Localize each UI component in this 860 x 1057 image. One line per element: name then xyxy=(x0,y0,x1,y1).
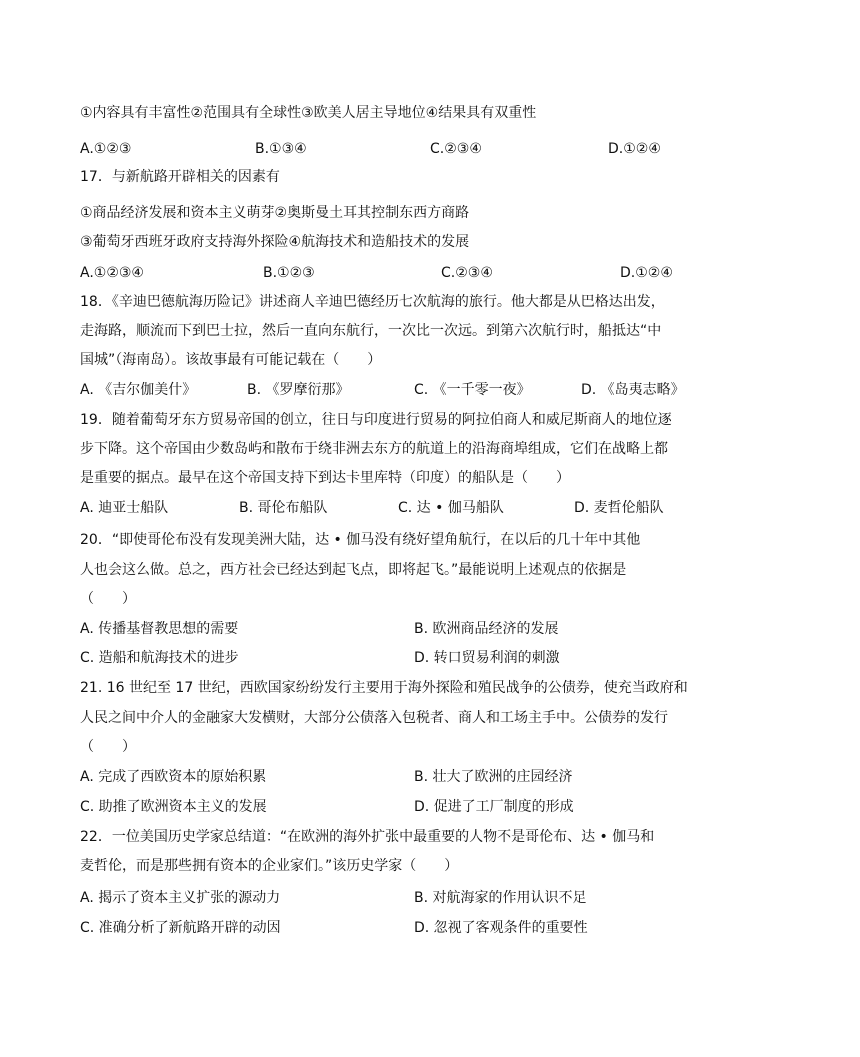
q22-option-c: C. 准确分析了新航路开辟的动因 xyxy=(80,920,281,936)
q22-options-row2 xyxy=(80,918,780,938)
q19-option-a: A. 迪亚士船队 xyxy=(80,500,169,516)
q20-option-a: A. 传播基督教思想的需要 xyxy=(80,621,239,637)
q20-options-row1 xyxy=(80,619,780,639)
q20-option-b: B. 欧洲商品经济的发展 xyxy=(414,621,559,637)
q17-stem: 17．与新航路开辟相关的因素有 xyxy=(80,169,280,185)
q21-text-line: 21. 16 世纪至 17 世纪，西欧国家纷纷发行主要用于海外探险和殖民战争的公债券，使充当政府和 xyxy=(80,680,688,696)
q19-text-line: 19．随着葡萄牙东方贸易帝国的创立，往日与印度进行贸易的阿拉伯商人和威尼斯商人的地位逐 xyxy=(80,412,672,428)
q20-text-line: 人也会这么做。总之，西方社会已经达到起飞点，即将起飞。”最能说明上述观点的依据是 xyxy=(80,562,627,578)
q19-option-b: B. 哥伦布船队 xyxy=(239,500,328,516)
q17-item-line: ①商品经济发展和资本主义萌芽②奥斯曼土耳其控制东西方商路 xyxy=(80,205,470,221)
q18-text-line: 国城”（海南岛）。该故事最有可能记载在（ ） xyxy=(80,352,382,368)
q18-text-line: 18．《辛迪巴德航海历险记》讲述商人辛迪巴德经历七次航海的旅行。他大都是从巴格达出发， xyxy=(80,294,665,310)
q21-text-line: 人民之间中介人的金融家大发横财，大部分公债落入包税者、商人和工场主手中。公债券的发行 xyxy=(80,710,668,726)
q21-options-row2 xyxy=(80,797,780,817)
q17-option-d: D.①②④ xyxy=(620,265,673,281)
q16-option-d: D.①②④ xyxy=(608,141,661,157)
q16-stem: ①内容具有丰富性②范围具有全球性③欧美人居主导地位④结果具有双重性 xyxy=(80,105,537,121)
q18-option-c: C. 《一千零一夜》 xyxy=(414,382,531,398)
q20-text-line: 20．“即使哥伦布没有发现美洲大陆，达 • 伽马没有绕好望角航行，在以后的几十年中其他 xyxy=(80,532,641,548)
q22-text-line: 麦哲伦，而是那些拥有资本的企业家们。”该历史学家（ ） xyxy=(80,858,459,874)
q21-text-line: （ ） xyxy=(80,739,136,755)
q18-option-b: B. 《罗摩衍那》 xyxy=(247,382,350,398)
q16-option-a: A.①②③ xyxy=(80,141,132,157)
q21-option-d: D. 促进了工厂制度的形成 xyxy=(414,799,574,815)
q17-option-b: B.①②③ xyxy=(263,265,315,281)
q20-option-c: C. 造船和航海技术的进步 xyxy=(80,650,239,666)
q17-option-a: A.①②③④ xyxy=(80,265,144,281)
q16-option-c: C.②③④ xyxy=(430,141,482,157)
q19-option-d: D. 麦哲伦船队 xyxy=(574,500,664,516)
q20-text-line: （ ） xyxy=(80,591,136,607)
q16-option-b: B.①③④ xyxy=(255,141,307,157)
q21-option-b: B. 壮大了欧洲的庄园经济 xyxy=(414,769,573,785)
q18-option-d: D. 《岛夷志略》 xyxy=(581,382,685,398)
q17-item-line: ③葡萄牙西班牙政府支持海外探险④航海技术和造船技术的发展 xyxy=(80,234,470,250)
q21-option-a: A. 完成了西欧资本的原始积累 xyxy=(80,769,267,785)
q20-option-d: D. 转口贸易利润的刺激 xyxy=(414,650,560,666)
q21-option-c: C. 助推了欧洲资本主义的发展 xyxy=(80,799,267,815)
q22-option-b: B. 对航海家的作用认识不足 xyxy=(414,890,587,906)
q19-option-c: C. 达 • 伽马船队 xyxy=(398,500,504,516)
q19-text-line: 是重要的据点。最早在这个帝国支持下到达卡里库特（印度）的船队是（ ） xyxy=(80,470,570,486)
q17-option-c: C.②③④ xyxy=(441,265,493,281)
q19-options xyxy=(80,498,780,518)
q18-option-a: A. 《吉尔伽美什》 xyxy=(80,382,197,398)
q22-options-row1 xyxy=(80,888,780,908)
q21-options-row1 xyxy=(80,767,780,787)
q16-options xyxy=(80,139,780,159)
q20-options-row2 xyxy=(80,648,780,668)
q22-option-d: D. 忽视了客观条件的重要性 xyxy=(414,920,588,936)
q17-options xyxy=(80,263,780,283)
q18-text-line: 走海路，顺流而下到巴士拉，然后一直向东航行，一次比一次远。到第六次航行时，船抵达“中 xyxy=(80,323,662,339)
q22-text-line: 22．一位美国历史学家总结道：“在欧洲的海外扩张中最重要的人物不是哥伦布、达 • 伽马和 xyxy=(80,829,655,845)
q18-options xyxy=(80,380,780,400)
q19-text-line: 步下降。这个帝国由少数岛屿和散布于绕非洲去东方的航道上的沿海商埠组成，它们在战略上都 xyxy=(80,441,668,457)
q22-option-a: A. 揭示了资本主义扩张的源动力 xyxy=(80,890,281,906)
